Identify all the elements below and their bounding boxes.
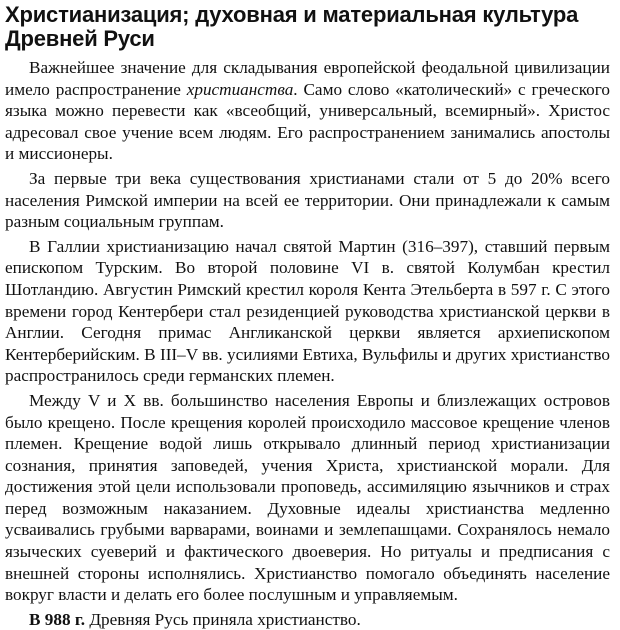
- section-title: Христианизация; духовная и материальная культура Древней Руси: [5, 2, 579, 51]
- paragraph-rus-baptism: [5, 609, 610, 630]
- emphasized-term: христианства: [186, 79, 294, 99]
- highlighted-year: В 988 г.: [29, 609, 86, 629]
- paragraph-first-centuries: За первые три века существования христианами стали от 5 до 20% всего населения Римской империи на всей ее территории. Они принадлежали к самым разным социальным группам.: [5, 168, 610, 232]
- paragraph-text: Древняя Русь приняла христианство.: [85, 609, 361, 629]
- paragraph-text: Важнейшее значение для складывания европейской феодальной цивилизации имело распространение: [5, 58, 610, 99]
- paragraph-christianity-spread: [5, 57, 610, 165]
- paragraph-text: . Само слово «католический» с греческого языка можно перевести как «всеобщий, универсальный, всемирный». Христос адресовал свое учение всем людям. Его распространением занимались апостолы и миссионеры.: [5, 79, 610, 164]
- paragraph-gaul-britain: В Галлии христианизацию начал святой Мартин (316–397), ставший первым епископом Турским. Во второй половине VI в. святой Колумбан крестил Шотландию. Августин Римский крестил короля Кента Этельберта в 597 г. С этого времени город Кентербери стал резиденцией руководства христианской церкви в Англии. Сегодня примас Англиканской церкви является архиепископом Кентерберийским. В III–V вв. усилиями Евтиха, Вульфилы и других христианство распространилось среди германских племен.: [5, 236, 610, 386]
- paragraph-baptism-europe: Между V и X вв. большинство населения Европы и близлежащих островов было крещено. После крещения королей происходило массовое крещение членов племен. Крещение водой лишь открывало длинный период христианизации сознания, принятия заповедей, учения Христа, христианской морали. Для достижения этой цели использовали проповедь, ассимиляцию язычников и страх перед возможным наказанием. Духовные идеалы христианства медленно усваивались грубыми варварами, воинами и землепашцами. Сохранялось немало языческих суеверий и фактического двоеверия. Но ритуалы и предписания с внешней стороны исполнялись. Христианство помогало объединять население вокруг власти и делать его более послушным и управляемым.: [5, 390, 610, 605]
